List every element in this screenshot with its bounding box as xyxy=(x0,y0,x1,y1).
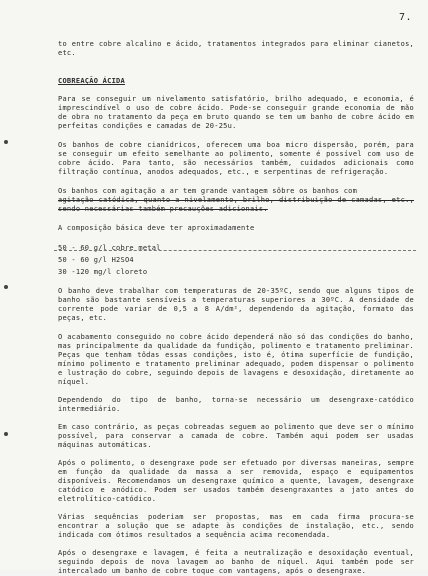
formula-acido-sulfurico: 50 - 60 g/l H2SO4 xyxy=(58,256,134,264)
paragraph-cianidricos: Os banhos de cobre cianídricos, oferecem uma boa micro dispersão, porém, para se conseguir um efeito semelhante ao polimento, somente é possível com uso de cobre ácido. Para tanto, são necessários também, cuidados adicionais como filtração contínua, anodos adequados, etc., e serpentinas de refrigeração. xyxy=(58,141,414,176)
paragraph-apos-polimento: Após o polimento, o desengraxe pode ser efetuado por diversas maneiras, sempre em função da qualidade da massa a ser removida, espaço e equipamentos disponíveis. Recomendamos um desengraxe químico a quente, lavagem, desengraxe catódico e anódico. Podem ser usados também desengraxantes a jato antes do eletrolítico-catódico. xyxy=(58,459,414,503)
paragraph-polimento: Em caso contrário, as peças cobreadas seguem ao polimento que deve ser o mínimo possível, para conservar a camada de cobre. Também aqui podem ser usadas máquinas automáticas. xyxy=(58,423,414,449)
punch-hole-mark xyxy=(4,432,8,436)
punch-hole-mark xyxy=(4,285,8,289)
formula-cobre-metal: 50 - 60 g/l cobre metal xyxy=(58,244,161,252)
paragraph-sequencias: Várias sequências poderiam ser propostas, mas em cada firma procura-se encontrar a solução que se adapte às condições de instalação, etc., sendo indicada com ótimos resultados a sequência acima recomendada. xyxy=(58,513,414,539)
paragraph-desengraxe-catodico: Dependendo do tipo de banho, torna-se necessário um desengraxe-catódico intermediário. xyxy=(58,396,414,413)
page-number: 7. xyxy=(398,12,412,23)
paragraph-agitacao-line2: agitação catódica, quanto a nivelamento, brilho, distribuição de camadas, etc., sendo necessárias também precauções adicionais. xyxy=(58,196,414,213)
document-body xyxy=(58,40,414,576)
paragraph-temperatura: O banho deve trabalhar com temperaturas de 20-35ºC, sendo que alguns tipos de banho são bastante sensíveis a temperaturas superiores a 30ºC. A densidade de corrente pode variar de 0,5 a 8 A/dm², dependendo da agitação, formato das peças, etc. xyxy=(58,287,414,322)
paragraph-agitacao-line1: Os banhos com agitação a ar tem grande vantagem sôbre os banhos com xyxy=(58,187,358,195)
divider-line xyxy=(54,250,416,251)
formula-cloreto: 30 -120 mg/l cloreto xyxy=(58,268,148,276)
paragraph-neutralizacao: Após o desengraxe e lavagem, é feita a neutralização e desoxidação eventual, seguindo depois de nova lavagem ao banho de níquel. Aqui também pode ser intercalado um banho de cobre toque com vantagens, após o desengraxe. xyxy=(58,549,414,575)
punch-hole-mark xyxy=(4,140,8,144)
section-heading: COBREAÇÃO ÁCIDA xyxy=(58,77,125,85)
intro-paragraph: to entre cobre alcalino e ácido, tratamentos integrados para eliminar cianetos, etc. xyxy=(58,40,414,57)
paragraph-composicao: A composição básica deve ter aproximadamente xyxy=(58,224,255,232)
paragraph-acabamento: O acabamento conseguido no cobre ácido dependerá não só das condições do banho, mas principalmente da qualidade da fundição, polimento e tratamento preliminar. Peças que tenham tôdas essas condições, isto é, ótima superfície de fundição, mínimo polimento e tratamento preliminar adequado, podem dispensar o polimento e lustração do cobre, seguindo depois de lavagens e desoxidação, diretamente ao níquel. xyxy=(58,333,414,386)
paragraph-nivelamento: Para se conseguir um nivelamento satisfatório, brilho adequado, e economia, é imprescindível o uso de cobre ácido. Pode-se conseguir grande economia de mão de obra no tratamento da peça em bruto quando se tem um banho de cobre ácido em perfeitas condições e camadas de 20-25u. xyxy=(58,95,414,130)
